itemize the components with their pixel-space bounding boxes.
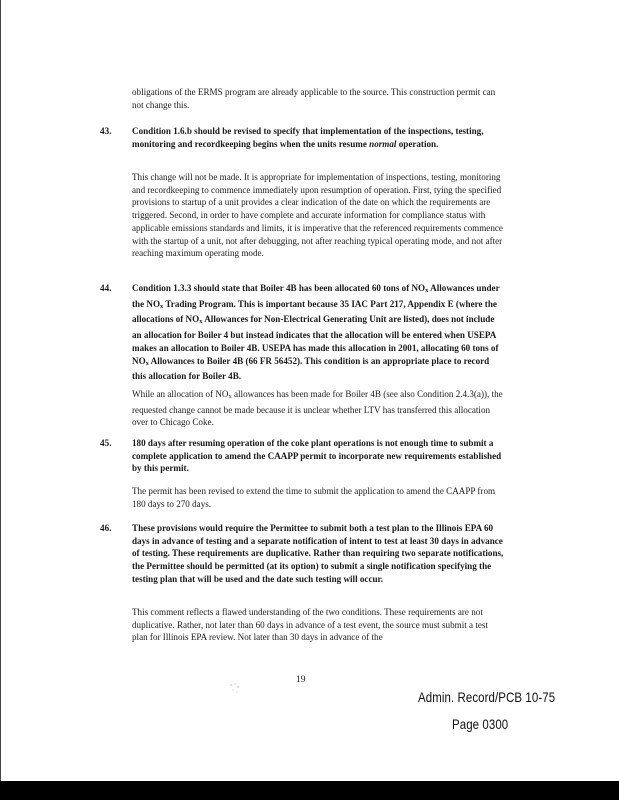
response-43: This change will not be made. It is appropriate for implementation of inspections, testing, monitoring and recordkeeping to commence immediately upon resumption of operation. First, tying the specified provisions to startup of a unit provides a clear indication of the date on which the requirements are triggered. Second, in order to have complete and accurate information for compliance status with applicable emissions standards and limits, it is imperative that the referenced requirements commence with the startup of a unit, not after debugging, not after reaching typical operating mode, and not after reaching maximum operating mode.	[132, 172, 503, 259]
comment-46: These provisions would require the Permittee to submit both a test plan to the Illinois EPA 60 days in advance of testing and a separate notification of intent to test at least 30 days in advance of testing. These requirements are duplicative. Rather than requiring two separate notifications, the Permittee should be permitted (at its option) to submit a single notification specifying the testing plan that will be used and the date such testing will occur.	[132, 523, 504, 584]
intro-paragraph: obligations of the ERMS program are already applicable to the source. This construction permit can not change this.	[132, 87, 496, 110]
response-46: This comment reflects a flawed understanding of the two conditions. These requirements are not duplicative. Rather, not later than 60 days in advance of a test event, the source must submit a test plan for Illinois EPA review. Not later than 30 days in advance of the	[132, 607, 488, 643]
comment-43: Condition 1.6.b should be revised to specify that implementation of the inspections, testing, monitoring and recordkeeping begins when the units resume normal operation.	[132, 126, 484, 149]
comment-44: Condition 1.3.3 should state that Boiler 4B has been allocated 60 tons of NOx Allowances under the NOx Trading Program. This is important because 35 IAC Part 217, Appendix E (where the allocations of NOx Allowances for Non-Electrical Generating Unit are listed), does not include an allocation for Boiler 4 but instead indicates that the allocation will be entered when USEPA makes an allocation to Boiler 4B. USEPA has made this allocation in 2001, allocating 60 tons of NOx Allowances to Boiler 4B (66 FR 56452). This condition is an appropriate place to record this allocation for Boiler 4B.	[132, 283, 500, 382]
scan-smudge	[228, 681, 242, 695]
scan-bottom-border	[0, 781, 619, 800]
item-number-46: 46.	[100, 523, 112, 533]
item-number-45: 45.	[100, 438, 112, 448]
item-number-44: 44.	[100, 283, 112, 293]
response-44: While an allocation of NOx allowances has been made for Boiler 4B (see also Condition 2.4.3(a)), the requested change cannot be made because it is unclear whether LTV has transferred this allocation over to Chicago Coke.	[132, 389, 503, 428]
item-number-43: 43.	[100, 126, 112, 136]
stamp-page-number: Page 0300	[452, 716, 509, 732]
admin-record-stamp: Admin. Record/PCB 10-75	[418, 689, 556, 705]
page-number: 19	[296, 675, 306, 685]
response-45: The permit has been revised to extend the time to submit the application to amend the CAAPP from 180 days to 270 days.	[132, 486, 496, 509]
scan-edge	[0, 0, 1, 781]
comment-45: 180 days after resuming operation of the coke plant operations is not enough time to submit a complete application to amend the CAAPP permit to incorporate new requirements established by this permit.	[132, 438, 502, 474]
